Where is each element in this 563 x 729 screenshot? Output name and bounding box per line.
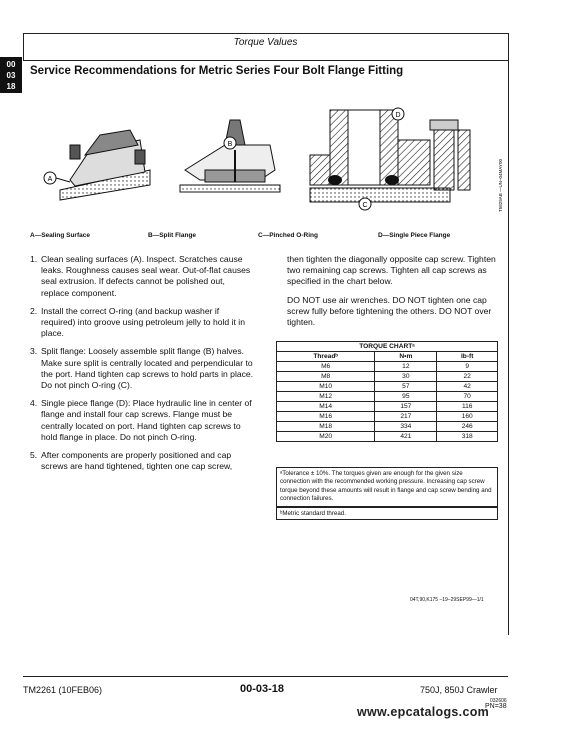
- right-column: [287, 254, 497, 335]
- section-tab: [0, 57, 22, 93]
- torque-note-thread: ᵇMetric standard thread.: [276, 507, 498, 520]
- flange-illustration: [30, 100, 510, 220]
- footer-date-code: 032606: [490, 698, 507, 704]
- split-flange-drawing: [180, 120, 280, 192]
- header-rule: [23, 33, 508, 34]
- footer-rule: [23, 676, 508, 677]
- tab-line-2: 03: [6, 71, 16, 80]
- figure-side-code: T5829AB —UN–04MAY00: [498, 159, 503, 212]
- caption-sealing-surface: A—Sealing Surface: [30, 232, 90, 239]
- section-title: Service Recommendations for Metric Series Four Bolt Flange Fitting: [30, 65, 404, 77]
- tab-line-3: 18: [6, 82, 16, 91]
- table-row: M6 12 9: [277, 362, 498, 372]
- callout-b: B: [227, 141, 233, 148]
- sealing-surface-drawing: [44, 130, 150, 200]
- callout-c: C: [362, 202, 368, 209]
- cross-section-drawing: [310, 108, 470, 210]
- reference-code: 04T,90,K175 –19–29SEP99—1/1: [410, 597, 484, 603]
- footer-manual-id: TM2261 (10FEB06): [23, 685, 103, 695]
- col-lbft: lb-ft: [437, 352, 498, 362]
- table-row: M16 217 160: [277, 412, 498, 422]
- table-row: M20 421 318: [277, 432, 498, 442]
- header-right-rule: [508, 33, 509, 61]
- callout-d: D: [395, 112, 401, 119]
- table-row: M12 95 70: [277, 392, 498, 402]
- instruction-item: 1. Clean sealing surfaces (A). Inspect. Scratches cause leaks. Roughness causes seal wear. Out-of-flat causes seal extrusion. If defects cannot be polished out, replace component.: [30, 254, 251, 298]
- col-nm: N•m: [375, 352, 437, 362]
- torque-note-tolerance: ᵃTolerance ± 10%. The torques given are enough for the given size connection with the recommended working pressure. Increasing cap screw torque beyond these amounts will result in flange and cap screw bending and connection failures.: [276, 467, 498, 507]
- caption-single-piece-flange: D—Single Piece Flange: [378, 232, 451, 239]
- right-para-1: then tighten the diagonally opposite cap screw. Tighten two remaining cap screws. Tighten all cap screws as specified in the chart below.: [287, 254, 496, 287]
- instruction-item: 2. Install the correct O-ring (and backup washer if required) into groove using petroleum jelly to hold it in place.: [30, 305, 245, 339]
- footer-pn: PN=38: [485, 703, 507, 710]
- table-row: M10 57 42: [277, 382, 498, 392]
- table-row: M14 157 116: [277, 402, 498, 412]
- section-rule: [23, 60, 508, 61]
- instructions-column: [30, 254, 255, 479]
- header-title: Torque Values: [233, 37, 298, 48]
- torque-chart: [276, 341, 498, 442]
- caption-pinched-o-ring: C—Pinched O-Ring: [258, 232, 318, 239]
- right-para-2: DO NOT use air wrenches. DO NOT tighten one cap screw fully before tightening the others. DO NOT over tighten.: [287, 294, 492, 328]
- col-thread: Threadᵇ: [277, 352, 375, 362]
- footer-model: 750J, 850J Crawler: [420, 685, 498, 695]
- torque-chart-title: TORQUE CHARTᵃ: [277, 342, 498, 352]
- watermark: www.epcatalogs.com: [357, 705, 490, 719]
- instruction-item: 3. Split flange: Loosely assemble split flange (B) halves. Make sure split is centrally located and perpendicular to the port. Hand tighten cap screws to hold parts in place. Do not pinch O-ring (C).: [30, 346, 254, 391]
- footer-page-number: 00-03-18: [240, 683, 285, 695]
- table-row: M8 30 22: [277, 372, 498, 382]
- tab-line-1: 00: [6, 60, 16, 69]
- callout-a: A: [47, 176, 53, 183]
- caption-split-flange: B—Split Flange: [148, 232, 197, 239]
- table-row: M18 334 246: [277, 422, 498, 432]
- instruction-item: 4. Single piece flange (D): Place hydraulic line in center of flange and install four cap screws. Flange must be centrally located on port. Hand tighten cap screws to hold flange in place. Do not pinch O-ring.: [30, 398, 252, 442]
- instruction-item: 5. After components are properly positioned and cap screws are hand tightened, tighten one cap screw,: [30, 450, 233, 472]
